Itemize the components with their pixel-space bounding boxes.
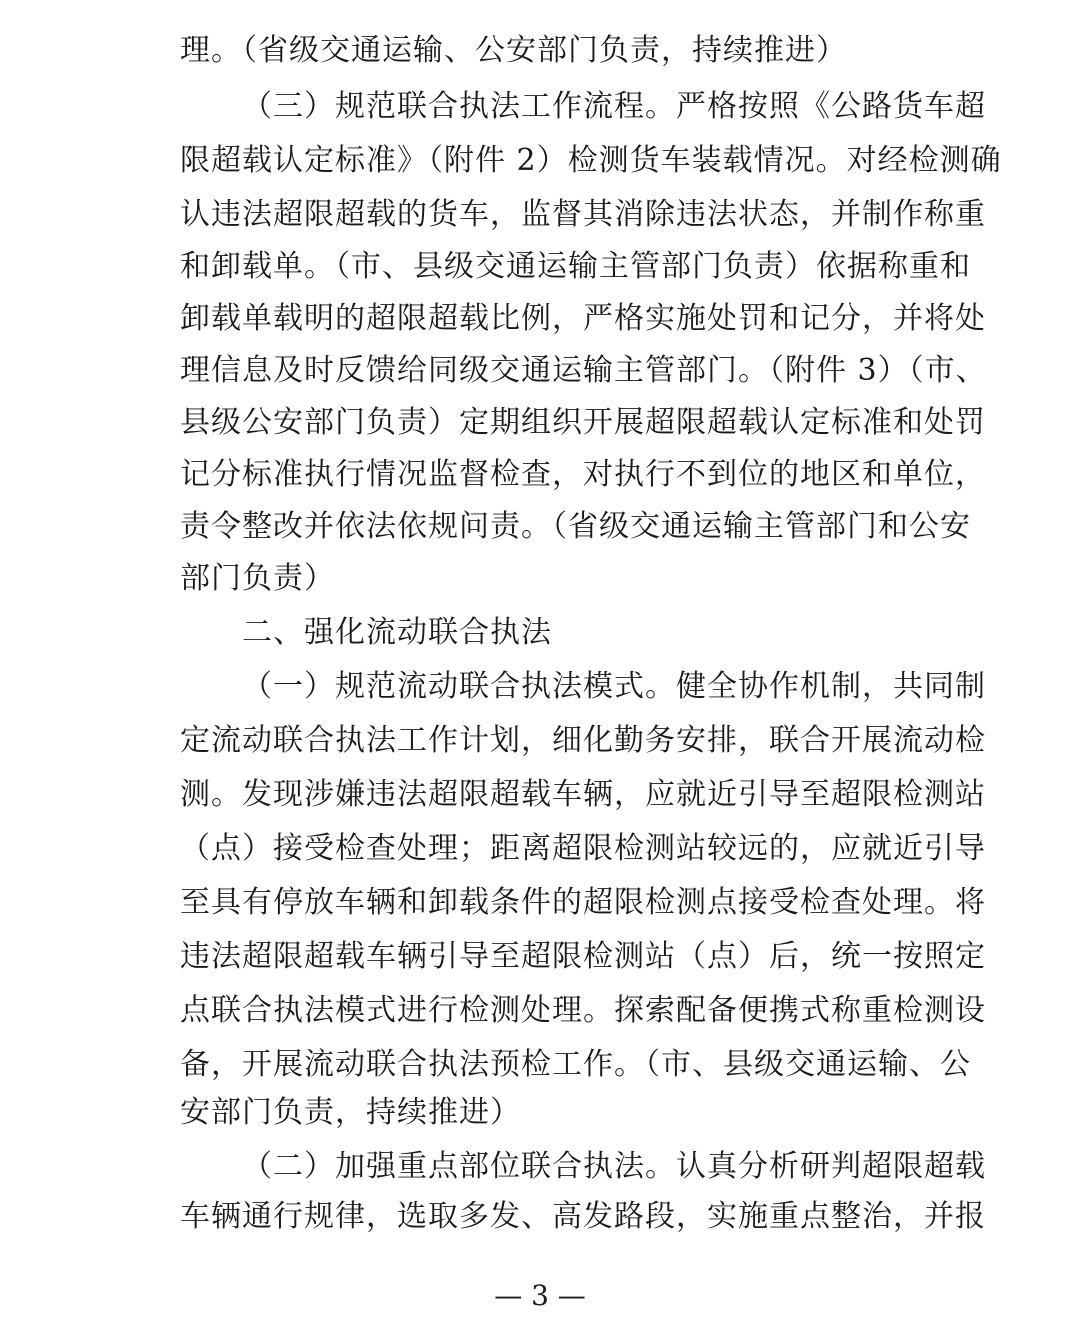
- text-line-content: 备，开展流动联合执法预检工作。（市、县级交通运输、公: [180, 1047, 971, 1082]
- text-line-content: 理信息及时反馈给同级交通运输主管部门。（附件 3）（市、: [180, 353, 987, 388]
- text-line-content: 记分标准执行情况监督检查，对执行不到位的地区和单位，: [180, 457, 986, 492]
- text-line-content: 点联合执法模式进行检测处理。探索配备便携式称重检测设: [180, 993, 986, 1028]
- text-line-content: （一）规范流动联合执法模式。健全协作机制，共同制: [242, 669, 986, 704]
- text-line: [0, 658, 1080, 716]
- text-line: [0, 132, 1080, 190]
- text-line: [0, 874, 1080, 932]
- text-line-content: （三）规范联合执法工作流程。严格按照《公路货车超: [242, 89, 986, 124]
- text-line: [0, 342, 1080, 400]
- text-line-content: 违法超限超载车辆引导至超限检测站（点）后，统一按照定: [180, 939, 986, 974]
- page-number: — 3 —: [494, 1279, 586, 1312]
- text-line-content: 测。发现涉嫌违法超限超载车辆，应就近引导至超限检测站: [180, 777, 986, 812]
- text-line: [0, 290, 1080, 348]
- text-line: [0, 928, 1080, 986]
- text-line: [0, 550, 1080, 608]
- text-line-content: 责令整改并依法依规问责。（省级交通运输主管部门和公安: [180, 509, 971, 544]
- text-line-content: 县级公安部门负责）定期组织开展超限超载认定标准和处罚: [180, 405, 986, 440]
- text-line-content: （点）接受检查处理；距离超限检测站较远的，应就近引导: [180, 831, 986, 866]
- text-line-content: （二）加强重点部位联合执法。认真分析研判超限超载: [242, 1149, 986, 1184]
- text-line: [0, 766, 1080, 824]
- text-line-content: 限超载认定标准》（附件 2）检测货车装载情况。对经检测确: [180, 143, 1002, 178]
- text-line-content: 定流动联合执法工作计划，细化勤务安排，联合开展流动检: [180, 723, 986, 758]
- text-line: [0, 982, 1080, 1040]
- text-line-content: 认违法超限超载的货车，监督其消除违法状态，并制作称重: [180, 197, 986, 232]
- text-line-content: 卸载单载明的超限超载比例，严格实施处罚和记分，并将处: [180, 301, 986, 336]
- section-heading: [0, 604, 1080, 662]
- text-line: [0, 1084, 1080, 1142]
- section-heading-text: 二、强化流动联合执法: [242, 615, 552, 650]
- text-line-content: 安部门负责，持续推进）: [180, 1095, 521, 1130]
- text-line: [0, 498, 1080, 556]
- text-line: [0, 22, 1080, 80]
- text-line-content: 车辆通行规律，选取多发、高发路段，实施重点整治，并报: [180, 1199, 986, 1234]
- text-line-content: 至具有停放车辆和卸载条件的超限检测点接受检查处理。将: [180, 885, 986, 920]
- text-line: [0, 446, 1080, 504]
- text-line-content: 部门负责）: [180, 561, 335, 596]
- text-line: [0, 1188, 1080, 1246]
- text-line: [0, 238, 1080, 296]
- text-line-content: 理。（省级交通运输、公安部门负责，持续推进）: [180, 33, 847, 68]
- text-line: [0, 186, 1080, 244]
- text-line-content: 和卸载单。（市、县级交通运输主管部门负责）依据称重和: [180, 249, 971, 284]
- text-line: [0, 394, 1080, 452]
- text-line: [0, 712, 1080, 770]
- text-line: [0, 820, 1080, 878]
- text-line: [0, 78, 1080, 136]
